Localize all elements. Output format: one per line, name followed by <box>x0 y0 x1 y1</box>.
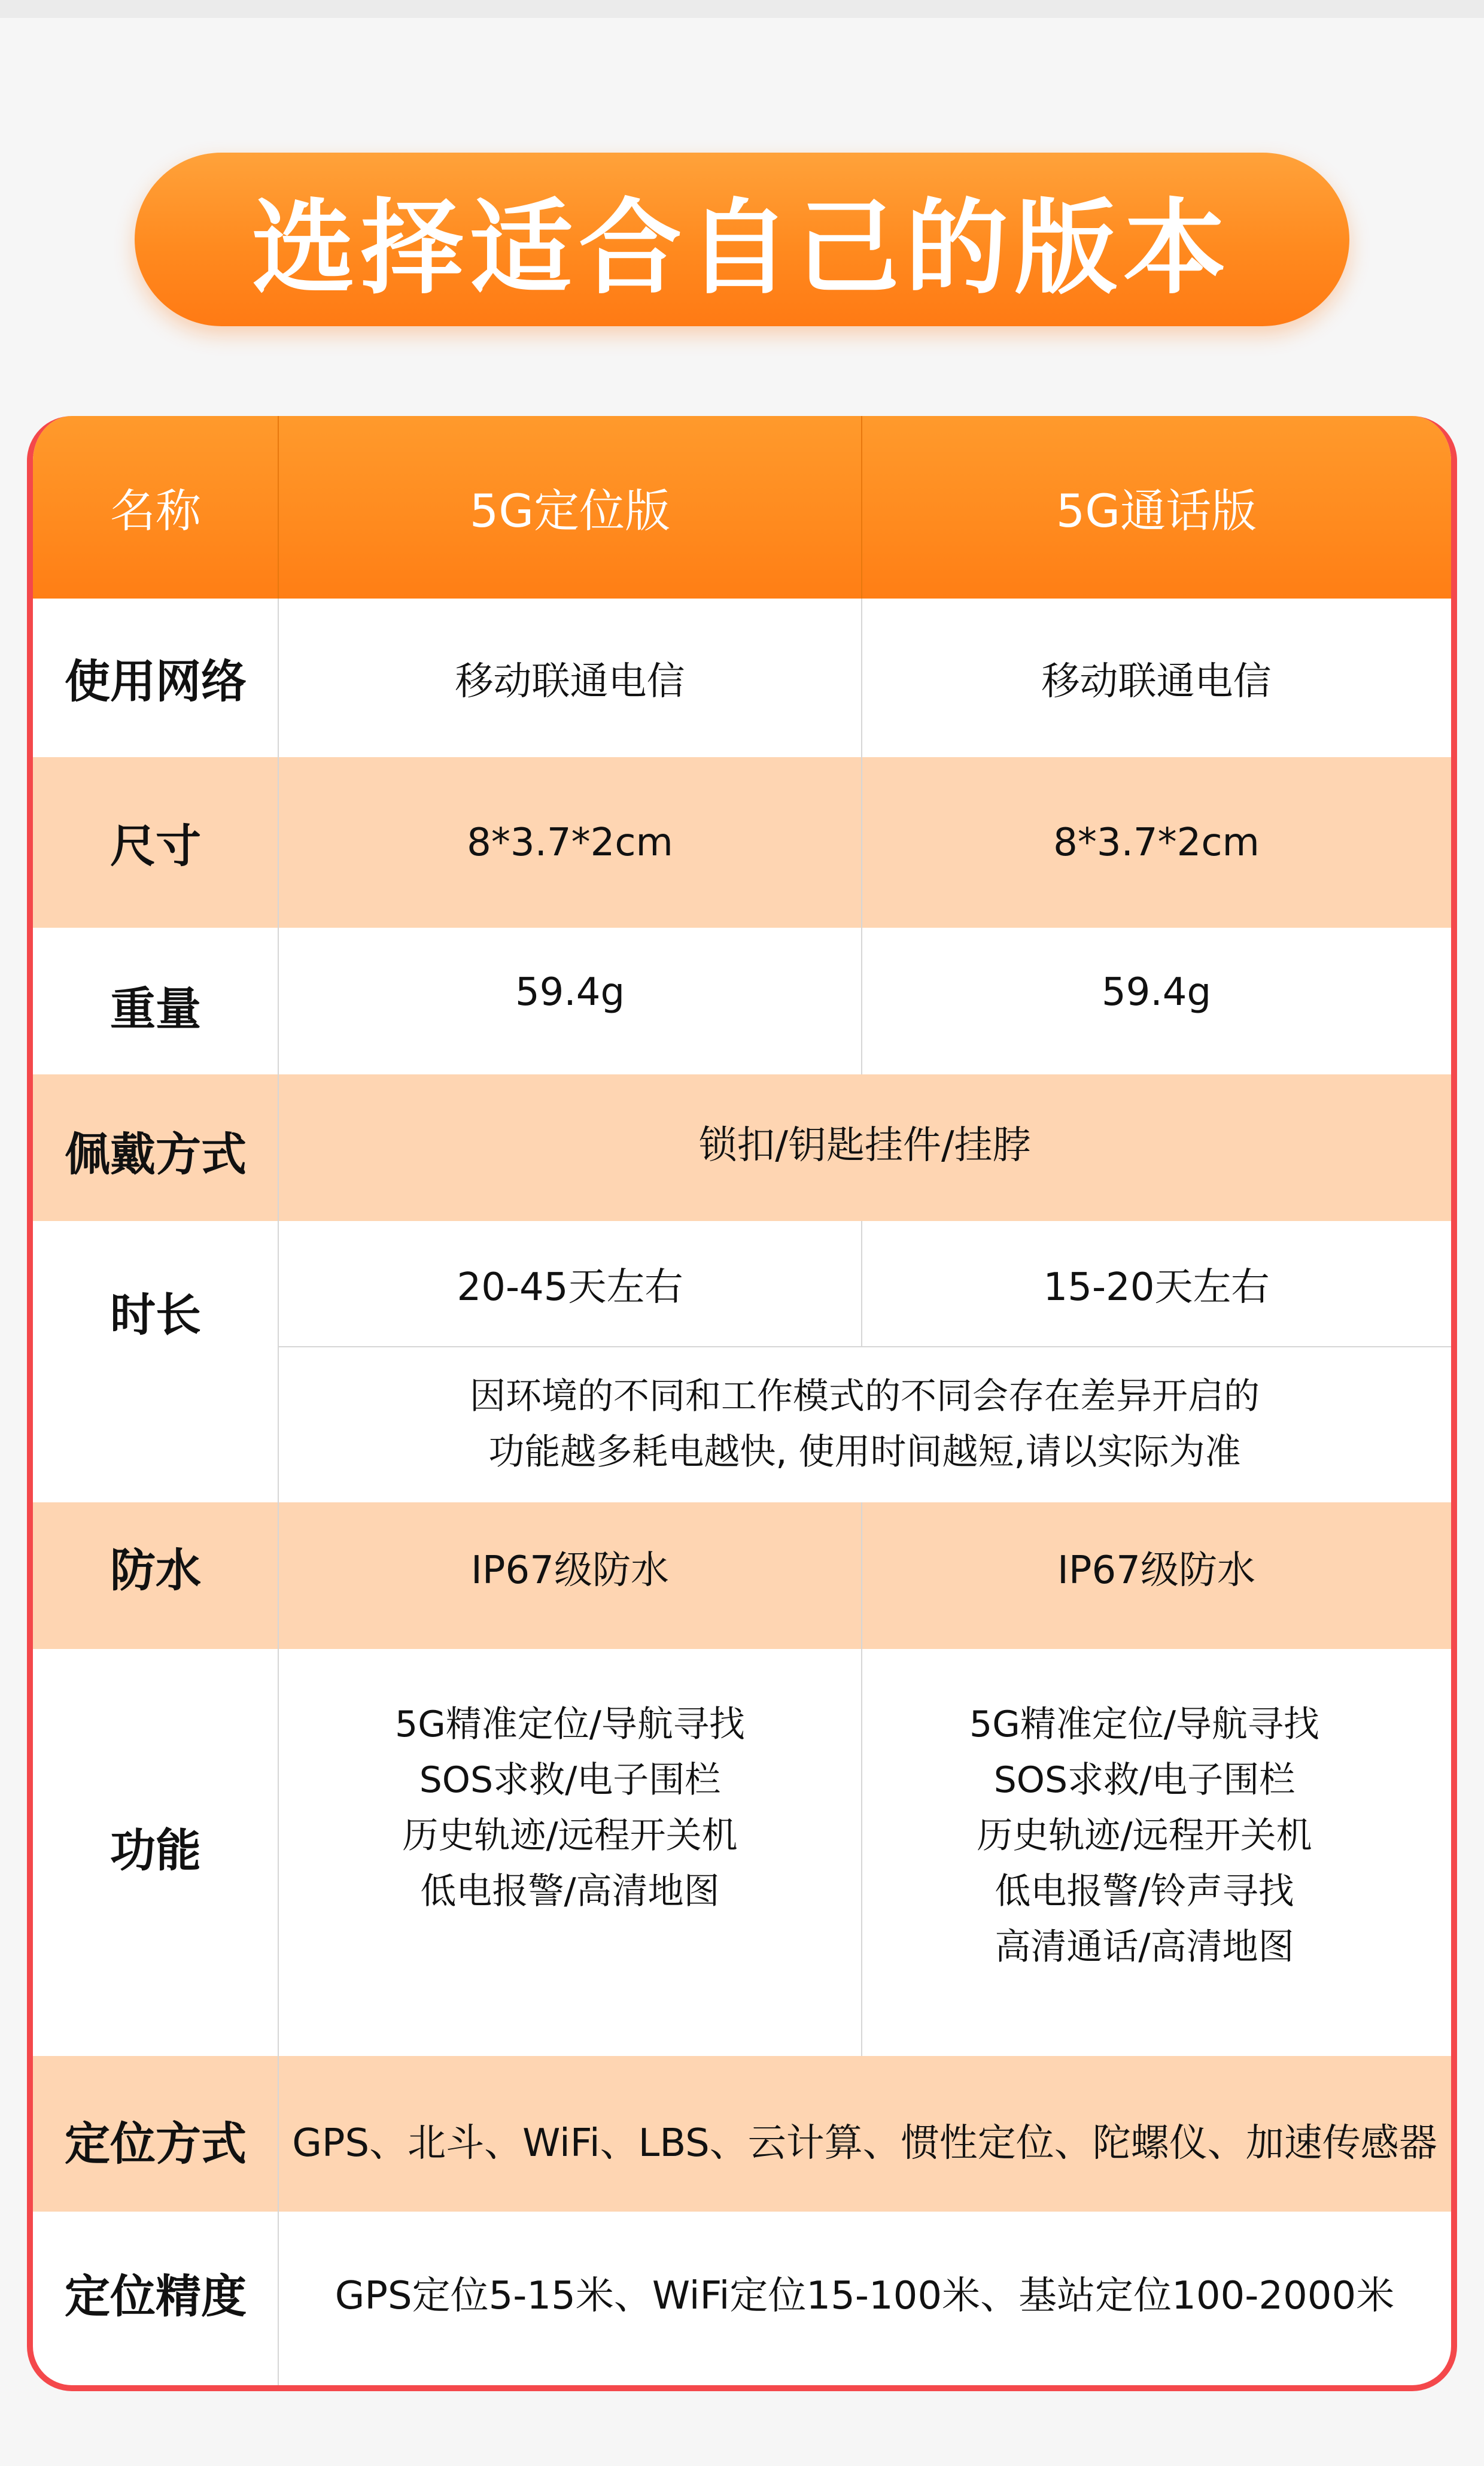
waterproof-col2: IP67级防水 <box>1057 1548 1255 1593</box>
feature-item: 低电报警/高清地图 <box>420 1870 720 1912</box>
duration-col2: 15-20天左右 <box>1043 1265 1270 1310</box>
duration-note <box>278 1347 1451 1502</box>
features-label: 功能 <box>110 1823 201 1877</box>
feature-item: SOS求救/电子围栏 <box>419 1759 721 1801</box>
feature-item: SOS求救/电子围栏 <box>993 1759 1296 1801</box>
header-version-2: 5G通话版 <box>1056 484 1257 537</box>
header-version-1: 5G定位版 <box>469 484 671 537</box>
network-col2: 移动联通电信 <box>1041 659 1272 704</box>
header-divider <box>278 416 279 599</box>
column-divider <box>861 599 862 1074</box>
top-strip <box>0 0 1484 18</box>
features-col1 <box>278 1649 862 2056</box>
column-divider <box>861 1221 862 1347</box>
column-divider <box>861 1502 862 2056</box>
duration-col1: 20-45天左右 <box>457 1265 683 1310</box>
duration-note-line-2: 功能越多耗电越快, 使用时间越短,请以实际为准 <box>488 1431 1241 1473</box>
row-features <box>33 1649 1451 2056</box>
features-col2 <box>862 1649 1451 2056</box>
title-banner <box>135 153 1349 326</box>
duration-label: 时长 <box>110 1287 201 1341</box>
size-col2: 8*3.7*2cm <box>1053 820 1260 865</box>
header-divider <box>861 416 862 599</box>
row-wear <box>33 1074 1451 1221</box>
feature-item: 5G精准定位/导航寻找 <box>395 1703 745 1745</box>
accuracy-value: GPS定位5-15米、WiFi定位15-100米、基站定位100-2000米 <box>334 2274 1395 2318</box>
banner-title: 选择适合自己的版本 <box>252 187 1232 308</box>
weight-label: 重量 <box>110 982 201 1035</box>
feature-item: 高清通话/高清地图 <box>995 1926 1294 1968</box>
row-accuracy <box>33 2212 1451 2391</box>
comparison-table <box>27 416 1457 2391</box>
network-label: 使用网络 <box>65 655 247 708</box>
waterproof-col1: IP67级防水 <box>471 1548 669 1593</box>
waterproof-label: 防水 <box>110 1544 201 1597</box>
weight-col2: 59.4g <box>1101 970 1212 1015</box>
row-weight <box>33 928 1451 1074</box>
feature-item: 低电报警/铃声寻找 <box>995 1870 1294 1912</box>
feature-item: 5G精准定位/导航寻找 <box>969 1703 1319 1745</box>
accuracy-label: 定位精度 <box>65 2269 247 2323</box>
row-size <box>33 757 1451 928</box>
size-col1: 8*3.7*2cm <box>467 820 673 865</box>
size-label: 尺寸 <box>110 819 201 873</box>
wear-label: 佩戴方式 <box>65 1128 247 1181</box>
header-name: 名称 <box>110 484 201 537</box>
weight-col1: 59.4g <box>515 970 625 1015</box>
feature-item: 历史轨迹/远程开关机 <box>977 1815 1312 1857</box>
wear-value: 锁扣/钥匙挂件/挂脖 <box>698 1123 1031 1168</box>
network-col1: 移动联通电信 <box>455 659 685 704</box>
row-positioning <box>33 2056 1451 2212</box>
table-header-row <box>33 416 1451 599</box>
row-waterproof <box>33 1502 1451 1649</box>
row-divider <box>278 1346 1451 1347</box>
row-network <box>33 599 1451 757</box>
positioning-value: GPS、北斗、WiFi、LBS、云计算、惯性定位、陀螺仪、加速传感器 <box>292 2121 1437 2166</box>
positioning-label: 定位方式 <box>65 2116 247 2170</box>
column-divider <box>278 599 279 2391</box>
duration-note-line-1: 因环境的不同和工作模式的不同会存在差异开启的 <box>470 1375 1260 1417</box>
row-duration <box>33 1221 1451 1502</box>
feature-item: 历史轨迹/远程开关机 <box>402 1815 738 1857</box>
